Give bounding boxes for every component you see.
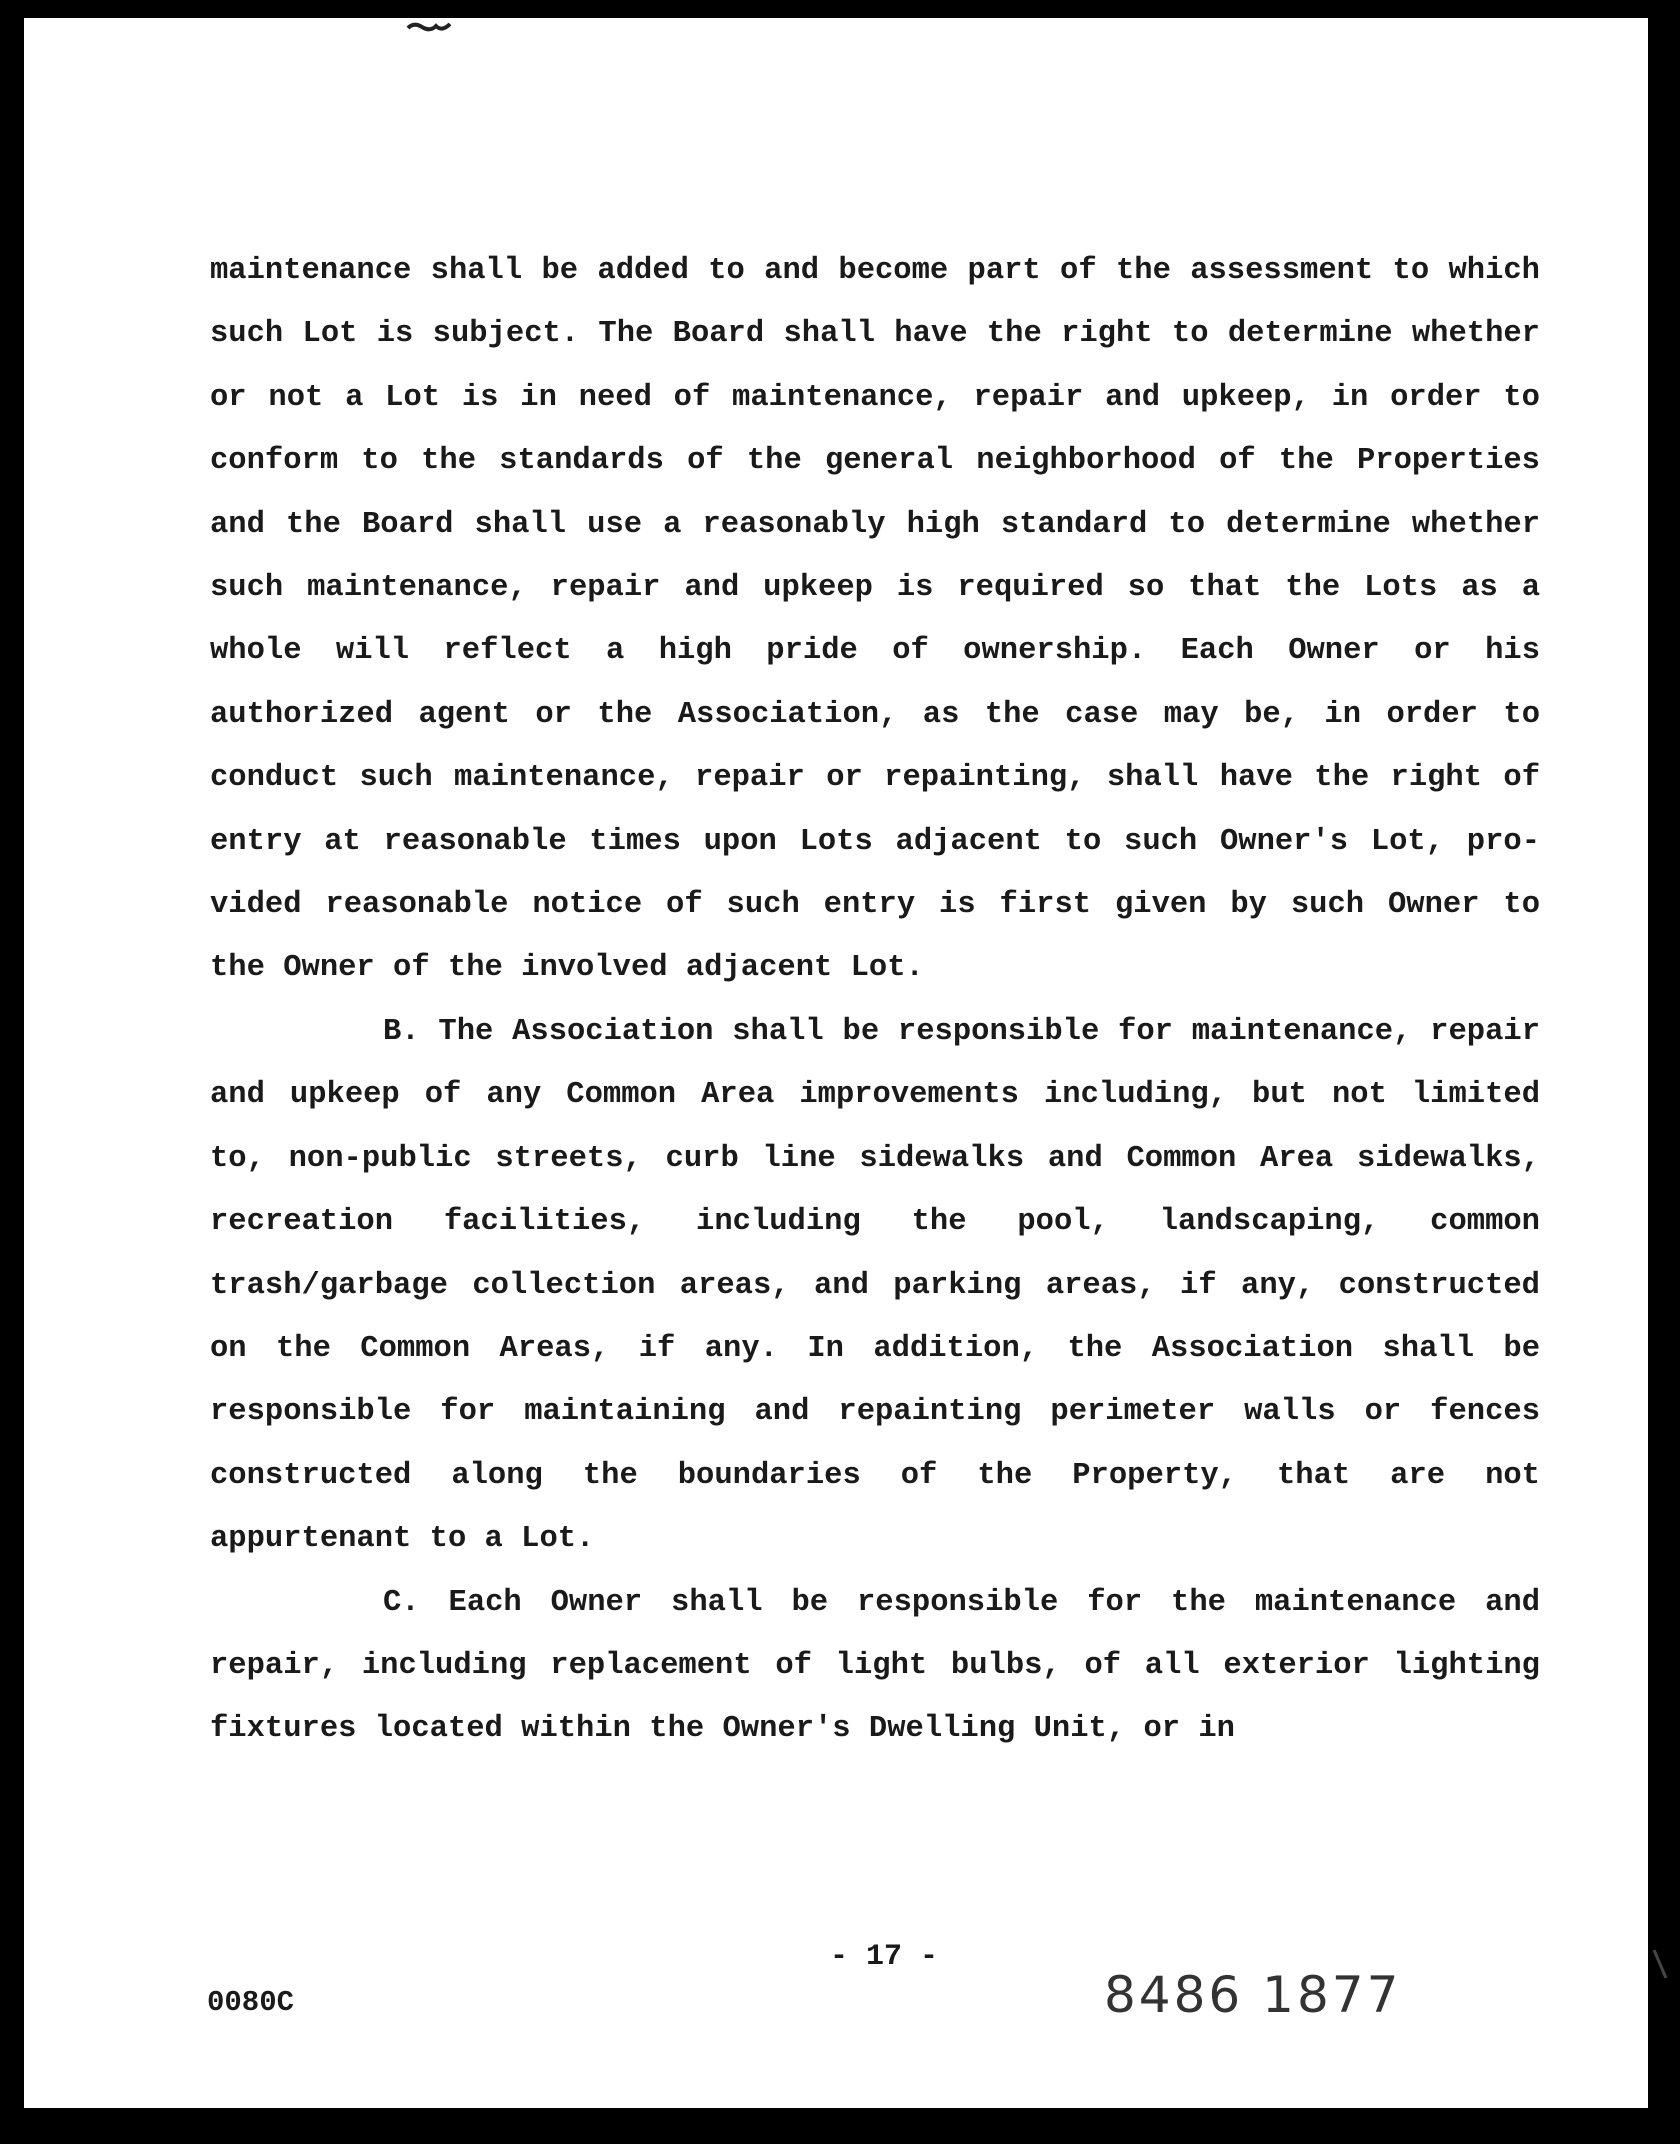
paragraph-section-c: C. Each Owner shall be responsible for the maintenance and repair, including replacement of light bulbs, of all exterior lighting fixtures located within the Owner's Dwelling Unit, or in: [210, 1585, 1540, 1747]
paragraph-section-b: B. The Association shall be responsible for maintenance, repair and upkeep of any Common Area improvements including, but not limited to, non-public streets, curb line sidewalks and Common Area sidewalks, recreation facilities, including the pool, landscaping, common trash/garbage collection areas, and parking areas, if any, constructed on the Common Areas, if any. In addition, the Association shall be responsible for maintaining and repainting perimeter walls or fences constructed along the boundaries of the Property, that are not appurtenant to a Lot.: [210, 1014, 1540, 1557]
paragraph-continuation: maintenance shall be added to and become part of the assessment to which such Lot is subject. The Board shall have the right to determine whether or not a Lot is in need of maintenance, repair and upkeep, in order to conform to the standards of the general neighborhood of the Properties and the Board shall use a reasonably high standard to determine whether such maintenance, repair and upkeep is required so that the Lots as a whole will reflect a high pride of ownership. Each Owner or his authorized agent or the Association, as the case may be, in order to conduct such maintenance, repair or repainting, shall have the right of entry at reasonable times upon Lots adjacent to such Owner's Lot, provided reasonable notice of such entry is first given by such Owner to the Owner of the involved adjacent Lot.: [210, 254, 1540, 986]
scan-mark-corner: [1652, 1948, 1672, 1988]
book-page-stamp: 8486 1877: [1104, 1966, 1402, 2024]
body-text: [210, 240, 1540, 1762]
page-number: - 17 -: [829, 1940, 939, 1974]
scan-mark-top: [404, 18, 460, 38]
document-code: 0080C: [207, 1986, 295, 2019]
document-page: [24, 18, 1648, 2108]
